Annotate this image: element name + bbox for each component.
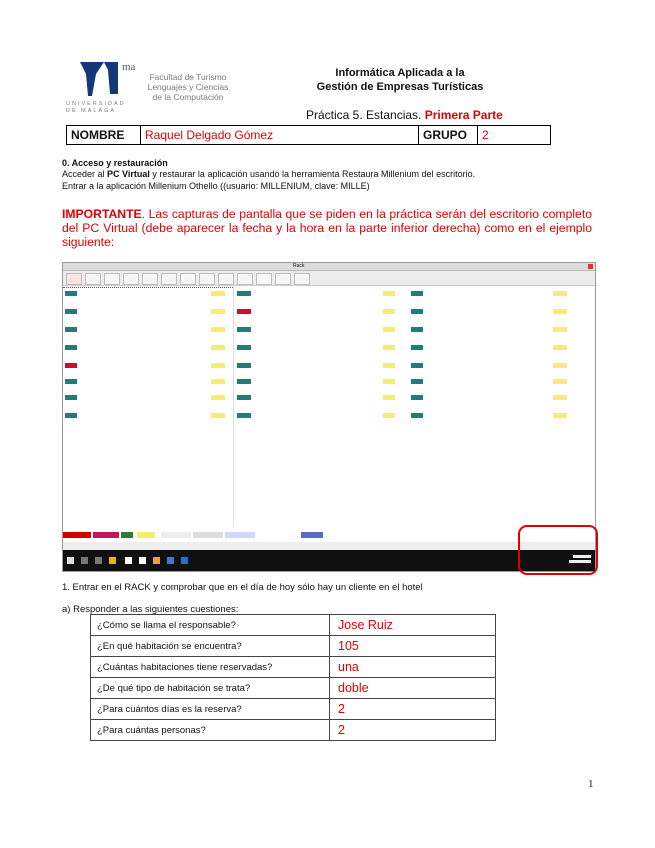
rack-cell: [383, 379, 395, 384]
rack-cell: [383, 345, 395, 350]
browser-icon: [181, 557, 188, 564]
rack-cell: [65, 413, 77, 418]
group-value: 2: [482, 128, 489, 142]
screenshot-taskbar: [63, 550, 595, 571]
app-icon: [139, 557, 146, 564]
rack-cell: [211, 345, 225, 350]
rack-cell: [65, 345, 77, 350]
section-heading: 0. Acceso y restauración: [62, 158, 168, 168]
screenshot-window-title: Rack: [293, 263, 305, 269]
toolbar-icon: [218, 273, 234, 285]
close-icon: [588, 264, 593, 269]
question-cell: ¿Cómo se llama el responsable?: [91, 615, 330, 636]
question-cell: ¿Cuántas habitaciones tiene reservadas?: [91, 657, 330, 678]
table-row: [91, 720, 496, 741]
rack-cell: [553, 327, 567, 332]
question-cell: ¿Para cuántos días es la reserva?: [91, 699, 330, 720]
app-icon: [167, 557, 174, 564]
folder-icon: [109, 557, 116, 564]
toolbar-icon: [161, 273, 177, 285]
legend-swatch: [63, 532, 91, 538]
course-title-line1: Informática Aplicada a la: [335, 67, 465, 79]
university-name: UNIVERSIDAD DE MÁLAGA: [66, 101, 126, 114]
name-value: Raquel Delgado Gómez: [141, 126, 419, 144]
rack-cell: [211, 363, 225, 368]
rack-cell: [553, 309, 567, 314]
legend-swatch: [137, 532, 155, 538]
toolbar-icon: [275, 273, 291, 285]
rack-cell: [411, 309, 423, 314]
rack-cell: [65, 395, 77, 400]
rack-cell: [553, 345, 567, 350]
important-notice: IMPORTANTE. Las capturas de pantalla que se piden en la práctica serán del escritorio completo del PC Virtual (debe aparecer la fecha y la hora en la parte inferior derecha) como en el ejemplo siguiente:: [62, 207, 592, 249]
screenshot-divider: [233, 287, 234, 527]
date-time-highlight: [518, 525, 598, 575]
screenshot-separator: [63, 287, 233, 289]
rack-cell: [383, 309, 395, 314]
rack-cell: [553, 413, 567, 418]
rack-cell: [383, 413, 395, 418]
rack-cell: [237, 363, 251, 368]
app-icon: [125, 557, 132, 564]
answer-cell: 2: [330, 699, 496, 720]
rack-cell: [411, 413, 423, 418]
legend-swatch: [193, 532, 223, 538]
question-cell: ¿En qué habitación se encuentra?: [91, 636, 330, 657]
rack-cell: [237, 413, 251, 418]
screenshot-toolbar: [63, 271, 595, 286]
screenshot-titlebar: [63, 263, 595, 271]
example-screenshot: [62, 262, 596, 572]
answer-cell: Jose Ruiz: [330, 615, 496, 636]
rack-cell: [237, 379, 251, 384]
rack-cell: [383, 363, 395, 368]
rack-cell: [237, 395, 251, 400]
rack-cell: [211, 395, 225, 400]
rack-cell: [553, 379, 567, 384]
legend-swatch: [225, 532, 255, 538]
rack-cell: [211, 413, 225, 418]
toolbar-icon: [142, 273, 158, 285]
rack-cell: [237, 327, 251, 332]
rack-cell: [237, 291, 251, 296]
rack-cell: [211, 291, 225, 296]
rack-cell: [65, 291, 77, 296]
question-cell: ¿Para cuántas personas?: [91, 720, 330, 741]
rack-cell: [411, 395, 423, 400]
windows-icon: [67, 557, 74, 564]
answer-cell: una: [330, 657, 496, 678]
screenshot-legend: [63, 531, 595, 540]
toolbar-icon: [294, 273, 310, 285]
toolbar-icon: [199, 273, 215, 285]
section-instruction-2: Entrar a la aplicación Millenium Othello ((usuario: MILLENIUM, clave: MILLE): [62, 181, 370, 191]
app-icon: [153, 557, 160, 564]
question-1: 1. Entrar en el RACK y comprobar que en el día de hoy sólo hay un cliente en el hotel: [62, 582, 423, 593]
rack-cell: [383, 291, 395, 296]
answer-cell: doble: [330, 678, 496, 699]
toolbar-icon: [237, 273, 253, 285]
answer-cell: 105: [330, 636, 496, 657]
rack-cell: [553, 291, 567, 296]
legend-swatch: [161, 532, 191, 538]
rack-cell: [65, 379, 77, 384]
rack-cell: [411, 327, 423, 332]
rack-cell: [383, 395, 395, 400]
toolbar-icon: [104, 273, 120, 285]
rack-cell: [65, 309, 77, 314]
rack-cell: [553, 363, 567, 368]
rack-cell: [553, 395, 567, 400]
rack-cell: [237, 345, 251, 350]
section-instruction-1: Acceder al PC Virtual y restaurar la aplicación usando la herramienta Restaura Millenium del escritorio.: [62, 169, 476, 179]
page-number: 1: [588, 778, 594, 790]
legend-swatch: [93, 532, 119, 538]
table-row: [91, 657, 496, 678]
name-label: NOMBRE: [67, 126, 141, 144]
legend-swatch: [121, 532, 133, 538]
legend-swatch: [301, 532, 323, 538]
rack-cell: [411, 291, 423, 296]
rack-cell: [411, 345, 423, 350]
search-icon: [81, 557, 88, 564]
rack-cell: [211, 309, 225, 314]
taskview-icon: [95, 557, 102, 564]
toolbar-icon: [180, 273, 196, 285]
table-row: [91, 699, 496, 720]
practice-part: Primera Parte: [424, 108, 503, 122]
question-cell: ¿De qué tipo de habitación se trata?: [91, 678, 330, 699]
rack-cell: [211, 379, 225, 384]
question-a: a) Responder a las siguientes cuestiones:: [62, 604, 239, 615]
toolbar-icon: [85, 273, 101, 285]
toolbar-icon: [123, 273, 139, 285]
identity-table: [66, 125, 551, 145]
answers-table: [90, 614, 496, 741]
rack-cell: [411, 379, 423, 384]
course-title-line2: Gestión de Empresas Turísticas: [316, 81, 484, 93]
faculty-name: Facultad de Turismo Lenguajes y Ciencias de la Computación: [147, 72, 229, 102]
group-label: GRUPO: [419, 126, 478, 144]
table-row: [91, 615, 496, 636]
logo-text: ma: [122, 61, 136, 73]
toolbar-icon: [256, 273, 272, 285]
rack-cell: [65, 363, 77, 368]
toolbar-icon: [66, 273, 82, 285]
rack-cell: [411, 363, 423, 368]
rack-cell: [383, 327, 395, 332]
answer-cell: 2: [330, 720, 496, 741]
rack-cell: [211, 327, 225, 332]
practice-title: Práctica 5. Estancias. Primera Parte: [306, 108, 503, 122]
rack-cell: [237, 309, 251, 314]
table-row: [91, 678, 496, 699]
screenshot-statusbar: [63, 542, 595, 550]
table-row: [91, 636, 496, 657]
rack-cell: [65, 327, 77, 332]
